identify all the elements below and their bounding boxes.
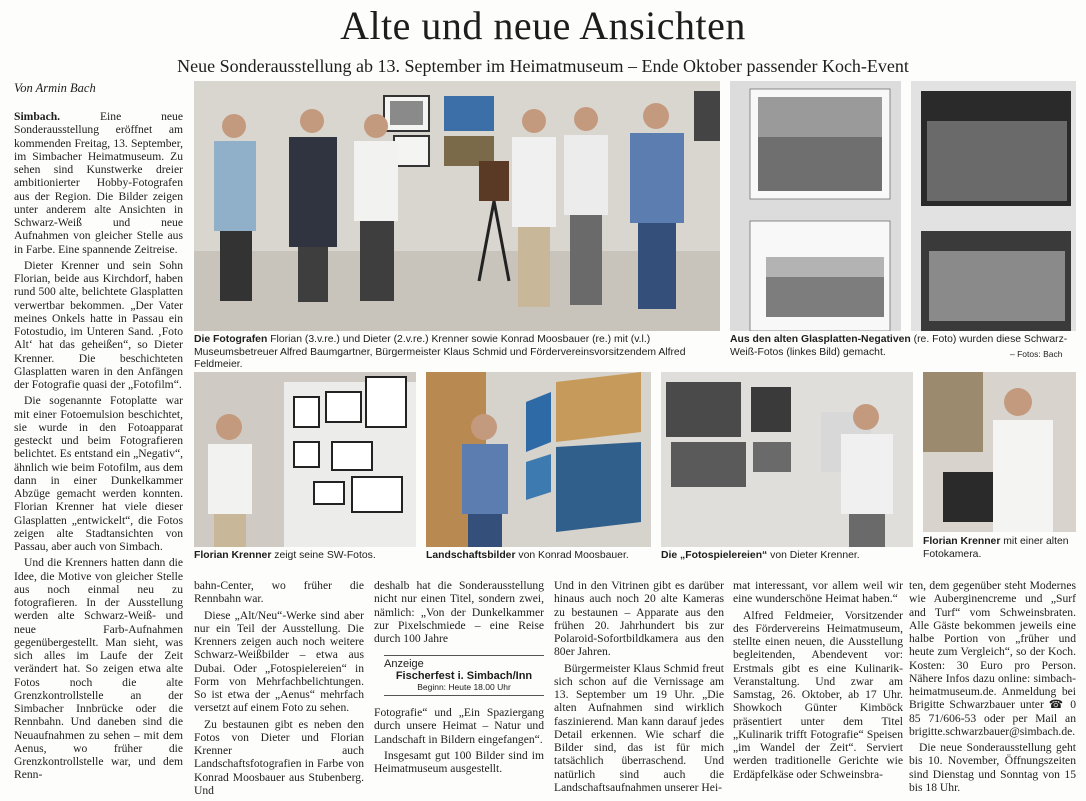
paragraph: deshalb hat die Sonderausstellung nicht nur einen Titel, sondern zwei, nämlich: „Von der Dunkelkammer zur Pixelschmiede – eine Reise durch 100 Jahre — [374, 579, 544, 645]
caption-sw-photos: Florian Krenner zeigt seine SW-Fotos. — [194, 550, 376, 561]
glass-negatives-photo — [911, 81, 1076, 331]
caption-photo-games: Die „Fotospielereien“ von Dieter Krenner. — [661, 550, 860, 561]
article-column-3-cont — [374, 706, 544, 775]
photo-games-photo — [661, 372, 913, 547]
paragraph: Bürgermeister Klaus Schmid freut sich schon auf die Vernissage am 13. September um 19 Uhr. „Die alten Aufnahmen sind wirklich faszinierend. Man kann darauf jedes Detail erkennen. Wie scharf die Bilder sind, das ist für mich tatsächlich überraschend. Und natürlich sind auch die Landschaftsaufnahmen unserer Hei- — [554, 661, 724, 794]
paragraph: Die neue Sonderausstellung geht bis 10. November, Öffnungszeiten sind Dienstag und Sonntag von 15 bis 18 Uhr. — [909, 741, 1076, 794]
paragraph: Die sogenannte Fotoplatte war mit einer Fotoemulsion beschichtet, sie wurde in den Fotoapparat gesteckt und beim Fotografieren belichtet. Es entstand ein „Negativ“, ähnlich wie beim Fotofilm, aus dem dann in einer Dunkelkammer Abzüge gemacht werden konnten. Florian Krenner hat viele dieser Glasplatten „entwickelt“, die Fotos zeigen alte Stadtansichten von Passau, aber auch von Simbach. — [14, 394, 183, 553]
article-column-6 — [909, 579, 1076, 794]
paragraph: Eine neue Sonderausstellung eröffnet am kommenden Freitag, 13. September, im Simbacher Heimatmuseum. Zu sehen sind Kunstwerke dreier ambitionierter Hobby-Fotografen aus der Region. Die Bilder zeigen unter anderem alte Ansichten in Schwarz-Weiß und neue Aufnahmen von gleicher Stelle aus in Farbe. Eine spannende Zeitreise. — [14, 110, 183, 256]
article-column-3 — [374, 579, 544, 645]
group-photo — [194, 81, 720, 331]
article-column-5 — [733, 579, 903, 781]
dateline: Simbach. — [14, 110, 61, 123]
subheadline: Neue Sonderausstellung ab 13. September im Heimatmuseum – Ende Oktober passender Koch-Event — [177, 56, 909, 76]
ad-label: Anzeige — [384, 658, 424, 670]
caption-group-photo: Die Fotografen Florian (3.v.re.) und Dieter (2.v.re.) Krenner sowie Konrad Moosbauer (re.) mit (v.l.) Museumsbetreuer Alfred Baumgartner, Bürgermeister Klaus Schmid und Fördervereinsvorsitzendem Alfred Feldmeier. — [194, 334, 686, 370]
sw-photos-photo — [194, 372, 416, 547]
caption-glass-negatives: Aus den alten Glasplatten-Negativen (re. Foto) wurden diese Schwarz-Weiß-Fotos (linkes Bild) gemacht. — [730, 334, 1068, 358]
caption-old-camera: Florian Krenner mit einer alten Fotokamera. — [923, 536, 1069, 560]
paragraph: Zu bestaunen gibt es neben den Fotos von Dieter und Florian Krenner auch Landschaftsfotografien in Farbe von Konrad Moosbauer aus Stubenberg. Und — [194, 717, 364, 797]
paragraph: Fotografie“ und „Ein Spaziergang durch unsere Heimat – Natur und Landschaft in Bildern eingefangen“. — [374, 706, 544, 746]
paragraph: Alfred Feldmeier, Vorsitzender des Fördervereins Heimatmuseum, stellte einen neuen, die Ausstellung begleitenden, Abendevent vor: Erstmals gibt es eine Kulinarik-Veranstaltung. Und zwar am Samstag, 26. Oktober, ab 17 Uhr. Showkoch Günter Kimböck präsentiert unter dem Titel „Kulinarik trifft Fotografie“ Speisen „im Wandel der Zeit“. Serviert werden traditionelle Gerichte wie Erdäpfelkäse oder Schweinsbra- — [733, 608, 903, 781]
byline: Von Armin Bach — [14, 81, 96, 95]
old-camera-photo — [923, 372, 1076, 532]
headline: Alte und neue Ansichten — [340, 3, 746, 48]
article-column-4 — [554, 579, 724, 794]
advertisement-box — [384, 655, 544, 696]
ad-title: Fischerfest i. Simbach/Inn — [395, 670, 533, 682]
paragraph: mat interessant, vor allem weil wir eine wunderschöne Heimat haben.“ — [733, 579, 903, 606]
paragraph: Und in den Vitrinen gibt es darüber hinaus auch noch 20 alte Kameras zu bestaunen – Apparate aus den frühen 20. Jahrhundert bis zur Polaroid-Sofortbildkamera aus den 80er Jahren. — [554, 579, 724, 659]
ad-subtitle: Beginn: Heute 18.00 Uhr — [417, 682, 511, 692]
paragraph: Dieter Krenner und sein Sohn Florian, beide aus Kirchdorf, haben rund 500 alte, belichtete Glasplatten verwertbar bekommen. „Der Vater meines Onkels hatte in Passau ein Fotostudio, im Unteren Sand. ‚Foto Alt‘ hat das geheißen“, so Dieter Krenner. Die beschichteten Glasplatten waren in den Anfängen der Fotografie quasi der „Fotofilm“. — [14, 258, 183, 391]
paragraph: ten, dem gegenüber steht Modernes wie Auberginencreme und „Surf and Turf“ vom Schweinsbraten. Alle Gäste bekommen jeweils eine halbe Portion von „früher und heute zum Vergleich“, so der Koch. Kosten: 30 Euro pro Person. Nähere Infos dazu online: simbach-heimatmuseum.de. Anmeldung bei Brigitte Schwarzbauer unter ☎ 0 85 71/606-53 oder per Mail an brigitte.schwarzbauer@simbach.de. — [909, 579, 1076, 738]
paragraph: Insgesamt gut 100 Bilder sind im Heimatmuseum ausgestellt. — [374, 748, 544, 775]
photo-credit: – Fotos: Bach — [1010, 349, 1063, 359]
landscape-photos-photo — [426, 372, 651, 547]
paragraph: bahn-Center, wo früher die Rennbahn war. — [194, 579, 364, 606]
article-column-1 — [14, 110, 183, 782]
bw-prints-photo — [730, 81, 901, 331]
caption-landscape: Landschaftsbilder von Konrad Moosbauer. — [426, 550, 629, 561]
paragraph: Und die Krenners hatten dann die Idee, die Motive von gleicher Stelle aus noch einmal neu zu fotografieren. In der Ausstellung werden alte Schwarz-Weiß- und neue Farb-Aufnahmen gegenübergestellt. Man sieht, was sich alles im Laufe der Zeit verändert hat. So zeigen etwa alte Fotos noch die alte Grenzkontrollstelle an der Simbacher Innbrücke oder die Rennbahn. Und daneben sind die Neuaufnahmen zu sehen – mit dem Aenus, wo früher die Grenzkontrollstelle war, und dem Renn- — [14, 556, 183, 782]
paragraph: Diese „Alt/Neu“-Werke sind aber nur ein Teil der Ausstellung. Die Krenners zeigen auch noch weitere Schwarz-Weißbilder – etwa aus Dubai. Oder „Fotospielereien“ in Form von Mehrfachbelichtungen. So ist etwa der „Aenus“ mehrfach versetzt auf einem Foto zu sehen. — [194, 608, 364, 715]
article-column-2 — [194, 579, 364, 797]
